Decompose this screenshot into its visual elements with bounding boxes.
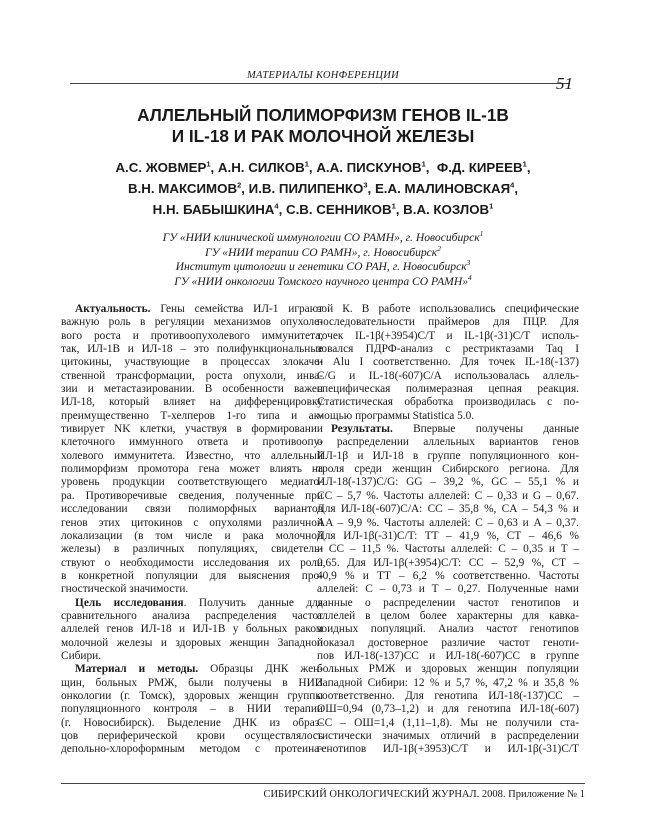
text-line: зоидных популяций. Анализ частот генотипов (317, 623, 579, 636)
left-column (61, 303, 323, 757)
affiliation (0, 231, 646, 246)
author-line-3: Н.Н. БАБЫШКИНА$^4$, С.В. СЕННИКОВ$^1$, В.А. КОЗЛОВ$^1$ (152, 201, 494, 217)
text-line: пов ИЛ-18(-137)CC и ИЛ-18(-607)CC в группе (317, 649, 579, 662)
author-name: А.С. ЖОВМЕР (115, 160, 207, 175)
text-line: гностической значимости. (61, 583, 189, 596)
text-line: мощью программы Statistica 5.0. (317, 409, 475, 422)
text-line: CC – 5,7 %. Частоты аллелей: C – 0,33 и G – 0,67. (317, 489, 579, 502)
text-line: Сибири. (61, 649, 102, 662)
author-affiliation-number: 4 (274, 201, 279, 211)
text-line: Актуальность. Гены семейства ИЛ-1 играют (75, 303, 324, 315)
text-line: ОШ=0,94 (0,73–1,2) и для генотипа ИЛ-18(-607) (317, 703, 579, 716)
paragraph-heading: Цель исследования (75, 596, 184, 609)
affiliation-number: 3 (466, 258, 471, 268)
paragraph-relevance (61, 303, 323, 597)
text-line: и CC – 11,5 %. Частоты аллелей: C – 0,35 и T – (317, 543, 579, 556)
page-number: 51 (556, 74, 573, 93)
affiliation-number: 1 (479, 229, 484, 239)
affiliation (0, 243, 646, 261)
text-line: важную роль в регуляции механизмов опухоле- (61, 316, 323, 329)
text-line: данные о распределении частот генотипов и (317, 596, 579, 609)
paragraph-results (317, 423, 579, 757)
text-line: специфическая полимеразная цепная реакция. (317, 383, 579, 396)
title-line-2: И IL-18 И РАК МОЛОЧНОЙ ЖЕЛЕЗЫ (171, 126, 475, 146)
text-line: генотипов ИЛ-1β(+3953)C/T и ИЛ-1β(-31)C/T (317, 743, 579, 756)
affiliation (0, 260, 646, 275)
paragraph-aim (61, 597, 323, 664)
text-line: Материал и методы. Образцы ДНК жен- (75, 663, 324, 676)
paragraph-methods-continued (317, 303, 579, 423)
text-line: депольно-хлороформным методом с протеина- (61, 743, 323, 756)
affiliation-text: ГУ «НИИ онкологии Томского научного центра СО РАМН» (174, 274, 468, 288)
author-affiliation-number: 1 (522, 159, 527, 169)
text-line: популяционного контроля – в НИИ терапии (61, 703, 323, 716)
right-column (317, 303, 579, 757)
author-name: Н.Н. БАБЫШКИНА (152, 202, 275, 217)
affiliation-list (0, 231, 646, 289)
paragraph-methods (61, 663, 323, 756)
affiliation-number: 2 (437, 243, 441, 253)
text-line: (г. Новосибирск). Выделение ДНК из образ- (61, 716, 323, 729)
text-line: тивирует NK клетки, участвуя в формировании (61, 423, 323, 436)
section-label: МАТЕРИАЛЫ КОНФЕРЕНЦИИ (246, 70, 400, 81)
text-line: AA – 9,9 %. Частоты аллелей: C – 0,63 и A – 0,37. (317, 516, 579, 529)
text-line: 40,9 % и TT – 6,2 % соответственно. Частоты (317, 569, 579, 582)
text-line: больных РМЖ и здоровых женщин популяции (317, 663, 579, 676)
author-affiliation-number: 2 (237, 180, 242, 190)
text-line: онкологии (г. Томск), здоровых женщин группы (61, 689, 323, 702)
text-line: аллелей генов ИЛ-18 и ИЛ-1В у больных раком (61, 623, 323, 636)
author-affiliation-number: 3 (363, 180, 368, 190)
author-affiliation-number: 1 (489, 201, 494, 211)
text-line: Западной Сибири: 12 % и 5,7 %, 47,2 % и 35,8 % (317, 676, 579, 689)
author-affiliation-number: 4 (510, 180, 515, 190)
author-name: С.В. СЕННИКОВ (285, 202, 392, 217)
paragraph-heading: Результаты. (331, 423, 393, 436)
text-line: сравнительного анализа распределения частот (61, 609, 323, 622)
author-name: А.А. ПИСКУНОВ (316, 160, 422, 175)
text-line: C/G и IL-18(-607)C/A использовалась аллель- (317, 369, 579, 382)
text-line: и Alu I соответственно. Для точек IL-18(-137) (317, 356, 579, 369)
text-line: молочной железы и здоровых женщин Западной (61, 636, 323, 649)
text-line: тистически значимых отличий в распределении (317, 730, 579, 742)
journal-footer: СИБИРСКИЙ ОНКОЛОГИЧЕСКИЙ ЖУРНАЛ. 2008. Приложение № 1 (263, 789, 585, 800)
text-line: показал достоверное различие частот геноти- (317, 636, 579, 649)
affiliation-text: Институт цитологии и генетики СО РАН, г. Новосибирск (175, 260, 467, 273)
author-name: И.В. ПИЛИПЕНКО (248, 181, 364, 196)
footer-rule (61, 783, 585, 784)
author-affiliation-number: 1 (421, 159, 426, 169)
text-line: цов периферической крови осуществлялось (61, 730, 323, 742)
text-line: цитокины, участвующие в процессах злокаче- (61, 356, 323, 369)
text-line: ИЛ-1β и ИЛ-18 в группе популяционного кон- (317, 449, 579, 462)
text-line: зой К. В работе использовались специфические (317, 303, 579, 315)
author-affiliation-number: 1 (304, 159, 309, 169)
article-title (0, 105, 646, 147)
text-line: щин, больных РМЖ, были получены в НИИ (61, 676, 323, 689)
text-line: Цель исследования. Получить данные для (75, 596, 323, 609)
author-name: В.А. КОЗЛОВ (403, 202, 490, 217)
text-line: ра. Противоречивые сведения, полученные при (61, 489, 323, 502)
text-line: Для ИЛ-1β(-31)C/T: TT – 41,9 %, CT – 46,6 % (317, 529, 579, 542)
text-line: полиморфизм промотора гена может влиять на (61, 463, 323, 476)
affiliation-number: 4 (468, 272, 472, 282)
text-line: уровень продукции соответствующего медиато- (61, 476, 323, 489)
text-line: ИЛ-18, который влияет на дифференцировку (61, 396, 323, 409)
text-line: CC – ОШ=1,4 (1,11–1,8). Мы не получили ста- (317, 716, 579, 729)
text-line: зовался ПДРФ-анализ с рестриктазами Taq I (317, 343, 579, 356)
author-list (0, 157, 646, 220)
text-line: железы) в различных популяциях, свидетель- (61, 543, 323, 556)
paragraph-heading: Актуальность. (75, 303, 151, 315)
text-line: о распределении аллельных вариантов генов (317, 436, 579, 449)
text-line: аллелей в целом более характерны для кавка- (317, 609, 579, 622)
affiliation-text: ГУ «НИИ клинической иммунологии СО РАМН», г. Новосибирск (162, 231, 480, 244)
affiliation-text: ГУ «НИИ терапии СО РАМН», г. Новосибирск (205, 245, 438, 259)
text-line: холевого иммунитета. Известно, что аллельный (61, 449, 323, 462)
text-line: троля среди женщин Сибирского региона. Для (317, 463, 579, 476)
text-line: вого роста и противоопухолевого иммунитета, (61, 329, 323, 342)
text-line: исследовании связи полиморфных вариантов (61, 503, 323, 516)
text-line: Результаты. Впервые получены данные (331, 423, 579, 436)
text-line: в конкретной популяции для выяснения про- (61, 569, 323, 582)
author-name: Е.А. МАЛИНОВСКАЯ (374, 181, 511, 196)
author-line-1: А.С. ЖОВМЕР$^1$, А.Н. СИЛКОВ$^1$, А.А. ПИСКУНОВ$^1$, Ф.Д. КИРЕЕВ$^1$, (115, 159, 531, 175)
author-affiliation-number: 1 (206, 159, 211, 169)
text-line: локализации (в том числе и рака молочной (61, 529, 323, 542)
text-line: ИЛ-18(-137)C/G: GG – 39,2 %, GC – 55,1 % и (317, 476, 579, 489)
text-line: аллелей: C – 0,73 и T – 0,27. Полученные нами (317, 583, 579, 596)
author-name: В.Н. МАКСИМОВ (127, 181, 238, 196)
paragraph-heading: Материал и методы. (75, 663, 199, 676)
text-line: соответственно. Для генотипа ИЛ-18(-137)CC – (317, 689, 579, 702)
author-line-2: В.Н. МАКСИМОВ$^2$, И.В. ПИЛИПЕНКО$^3$, Е.А. МАЛИНОВСКАЯ$^4$, (127, 180, 519, 196)
text-line: Статистическая обработка производилась с по- (317, 396, 579, 409)
text-line: зии и метастазировании. В особенности важен (61, 383, 323, 396)
header-rule (70, 83, 570, 84)
text-line: 0,65. Для ИЛ-1β(+3954)C/T: CC – 52,9 %, CT – (317, 556, 579, 569)
text-line: ственной трансформации, роста опухоли, инва- (61, 369, 323, 382)
text-line: последовательности праймеров для ПЦР. Для (317, 316, 579, 329)
text-line: преимущественно Т-хелперов 1-го типа и ак- (61, 409, 323, 422)
author-affiliation-number: 1 (391, 201, 396, 211)
text-line: генов этих цитокинов с опухолями различной (61, 516, 323, 529)
affiliation (0, 272, 646, 290)
text-line: точек IL-1β(+3954)C/T и IL-1β(-31)C/T исполь- (317, 329, 579, 342)
text-line: ствуют о необходимости исследования их роли (61, 556, 323, 569)
title-line-1: АЛЛЕЛЬНЫЙ ПОЛИМОРФИЗМ ГЕНОВ IL-1В (137, 105, 509, 125)
author-name: Ф.Д. КИРЕЕВ (436, 160, 523, 175)
author-name: А.Н. СИЛКОВ (217, 160, 305, 175)
text-line: клеточного иммунного ответа и противоопу- (61, 436, 323, 449)
text-line: так, ИЛ-1В и ИЛ-18 – это полифункциональные (61, 343, 323, 356)
text-line: Для ИЛ-18(-607)C/A: CC – 35,8 %, CA – 54,3 % и (317, 503, 579, 516)
